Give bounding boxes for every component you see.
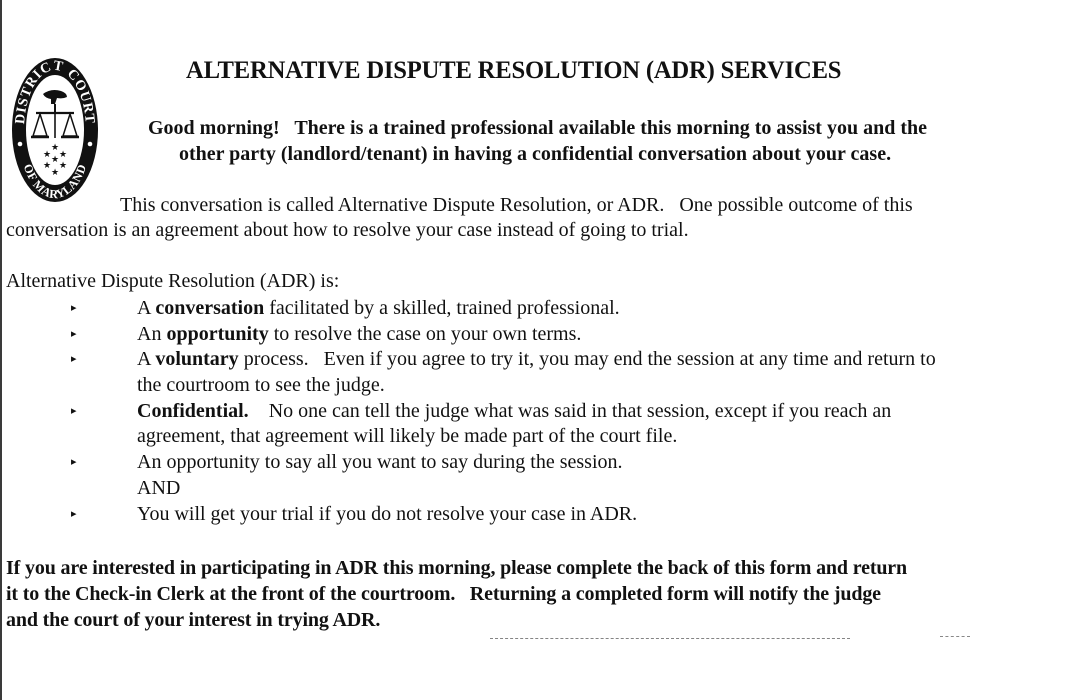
bullet-triangle-icon: ▸ [71, 302, 77, 314]
district-court-of-maryland-seal-icon [10, 56, 100, 204]
closing-line-1: If you are interested in participating in ADR this morning, please complete the back of this form and return [6, 557, 908, 579]
intro-paragraph [6, 193, 913, 243]
closing-line-2: it to the Check-in Clerk at the front of the courtroom. Returning a completed form will notify the judge [6, 583, 881, 605]
bullet-emphasis: opportunity [166, 322, 269, 345]
bullet-lead: An [137, 322, 167, 345]
bullet-item [0, 399, 1080, 425]
bullet-continuation [0, 373, 1080, 399]
bullet-lead: A [137, 297, 156, 319]
bullet-continuation-text: agreement, that agreement will likely be made part of the court file. [137, 425, 678, 448]
bullet-rest: No one can tell the judge what was said in that session, except if you reach an [248, 399, 892, 422]
svg-text:★: ★ [58, 150, 68, 160]
bullet-continuation-text: the courtroom to see the judge. [137, 374, 385, 397]
bullet-triangle-icon: ▸ [71, 353, 77, 366]
svg-text:★: ★ [42, 161, 52, 171]
greeting-paragraph [148, 115, 1028, 167]
greeting-line-2: other party (landlord/tenant) in having a confidential conversation about your case. [179, 143, 892, 165]
bullet-item [0, 347, 1080, 373]
document-title: ALTERNATIVE DISPUTE RESOLUTION (ADR) SERVICES [186, 57, 842, 84]
bullet-rest: facilitated by a skilled, trained professional. [264, 297, 620, 319]
scan-artifact-rule [490, 638, 850, 639]
svg-text:★: ★ [50, 168, 60, 178]
intro-line-1: This conversation is called Alternative Dispute Resolution, or ADR. One possible outcome of this [120, 194, 913, 216]
bullet-item [0, 450, 1080, 476]
closing-line-3: and the court of your interest in trying ADR. [6, 609, 381, 631]
svg-text:★: ★ [50, 143, 60, 153]
bullet-item [0, 296, 1080, 322]
bullet-rest: process. Even if you agree to try it, you may end the session at any time and return to [238, 348, 936, 371]
bullet-text [137, 296, 620, 322]
scan-artifact-rule [940, 636, 970, 637]
greeting-line-1: Good morning! There is a trained professional available this morning to assist you and the [148, 117, 927, 139]
bullet-emphasis: conversation [155, 297, 265, 319]
bullet-text [137, 450, 623, 476]
bullet-text [137, 347, 936, 373]
bullet-triangle-icon: ▸ [71, 404, 77, 417]
court-seal [10, 56, 100, 204]
bullet-rest: to resolve the case on your own terms. [268, 322, 582, 345]
bullet-text [137, 322, 581, 348]
bullet-emphasis: Confidential. [137, 399, 249, 422]
closing-paragraph [6, 555, 907, 633]
svg-text:★: ★ [50, 155, 60, 165]
bullet-continuation [0, 424, 1080, 450]
conjunction-row [0, 476, 1080, 502]
adr-list-heading: Alternative Dispute Resolution (ADR) is: [6, 270, 340, 292]
bullet-triangle-icon: ▸ [71, 456, 77, 469]
conjunction-and: AND [137, 476, 181, 499]
svg-text:★: ★ [42, 150, 52, 160]
bullet-triangle-icon: ▸ [71, 327, 77, 340]
bullet-item [0, 322, 1080, 348]
bullet-lead: A [137, 348, 156, 371]
bullet-triangle-icon: ▸ [71, 507, 77, 520]
svg-text:★: ★ [58, 161, 68, 171]
svg-text:DISTRICT COURT: DISTRICT COURT [13, 58, 97, 125]
adr-bullet-list [0, 296, 1080, 527]
bullet-item [0, 502, 1080, 528]
svg-text:OF MARYLAND: OF MARYLAND [20, 162, 90, 202]
intro-line-2: conversation is an agreement about how to resolve your case instead of going to trial. [6, 219, 689, 241]
bullet-emphasis: voluntary [155, 348, 239, 371]
bullet-text [137, 399, 891, 425]
bullet-text: You will get your trial if you do not resolve your case in ADR. [137, 502, 638, 525]
bullet-lead: An opportunity to say all you want to say during the session. [137, 451, 623, 474]
